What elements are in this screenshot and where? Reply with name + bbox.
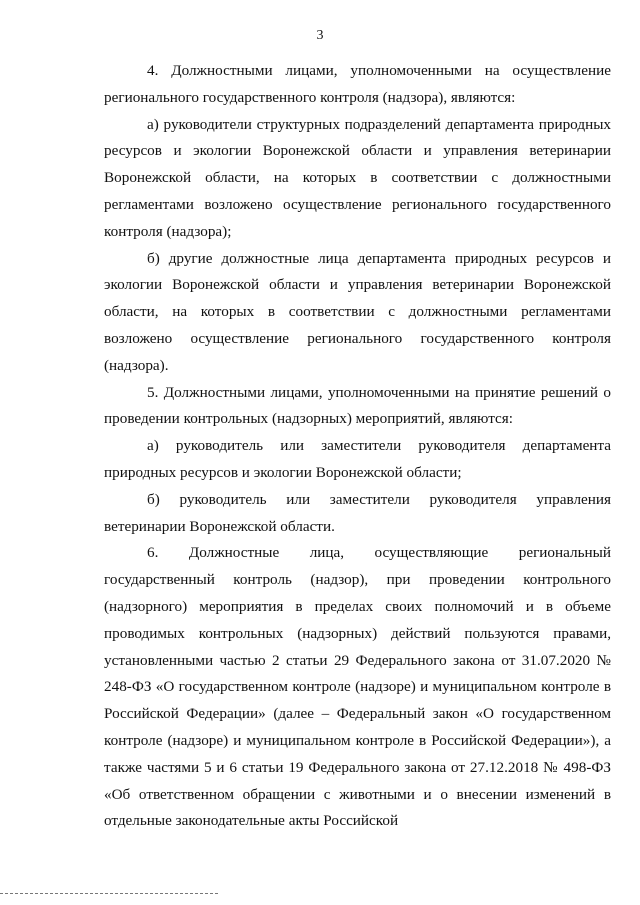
paragraph-5b: б) руководитель или заместители руководителя управления ветеринарии Воронежской области. [104, 490, 611, 535]
paragraph-5: 5. Должностными лицами, уполномоченными на принятие решений о проведении контрольных (надзорных) мероприятий, являются: [104, 383, 611, 428]
document-body [104, 58, 611, 835]
paragraph-5a: а) руководитель или заместители руководителя департамента природных ресурсов и экологии Воронежской области; [104, 437, 611, 481]
footer-divider [0, 893, 218, 894]
page-number: 3 [316, 28, 324, 43]
paragraph-4b: б) другие должностные лица департамента природных ресурсов и экологии Воронежской области и управления ветеринарии Воронежской области, на которых в соответствии с должностными регламентами возложено осуществление регионального государственного контроля (надзора). [104, 249, 611, 374]
paragraph-4a: а) руководители структурных подразделений департамента природных ресурсов и экологии Воронежской области и управления ветеринарии Воронежской области, на которых в соответствии с должностными регламентами возложено осуществление регионального государственного контроля (надзора); [104, 115, 611, 240]
paragraph-4: 4. Должностными лицами, уполномоченными на осуществление регионального государственного контроля (надзора), являются: [104, 62, 611, 106]
paragraph-6: 6. Должностные лица, осуществляющие региональный государственный контроль (надзор), при проведении контрольного (надзорного) мероприятия в пределах своих полномочий и в объеме проводимых контрольных (надзорных) действий пользуются правами, установленными частью 2 статьи 29 Федерального закона от 31.07.2020 № 248-ФЗ «О государственном контроле (надзоре) и муниципальном контроле в Российской Федерации» (далее – Федеральный закон «О государственном контроле (надзоре) и муниципальном контроле в Российской Федерации»), а также частями 5 и 6 статьи 19 Федерального закона от 27.12.2018 № 498-ФЗ «Об ответственном обращении с животными и о внесении изменений в отдельные законодательные акты Российской [104, 544, 611, 830]
